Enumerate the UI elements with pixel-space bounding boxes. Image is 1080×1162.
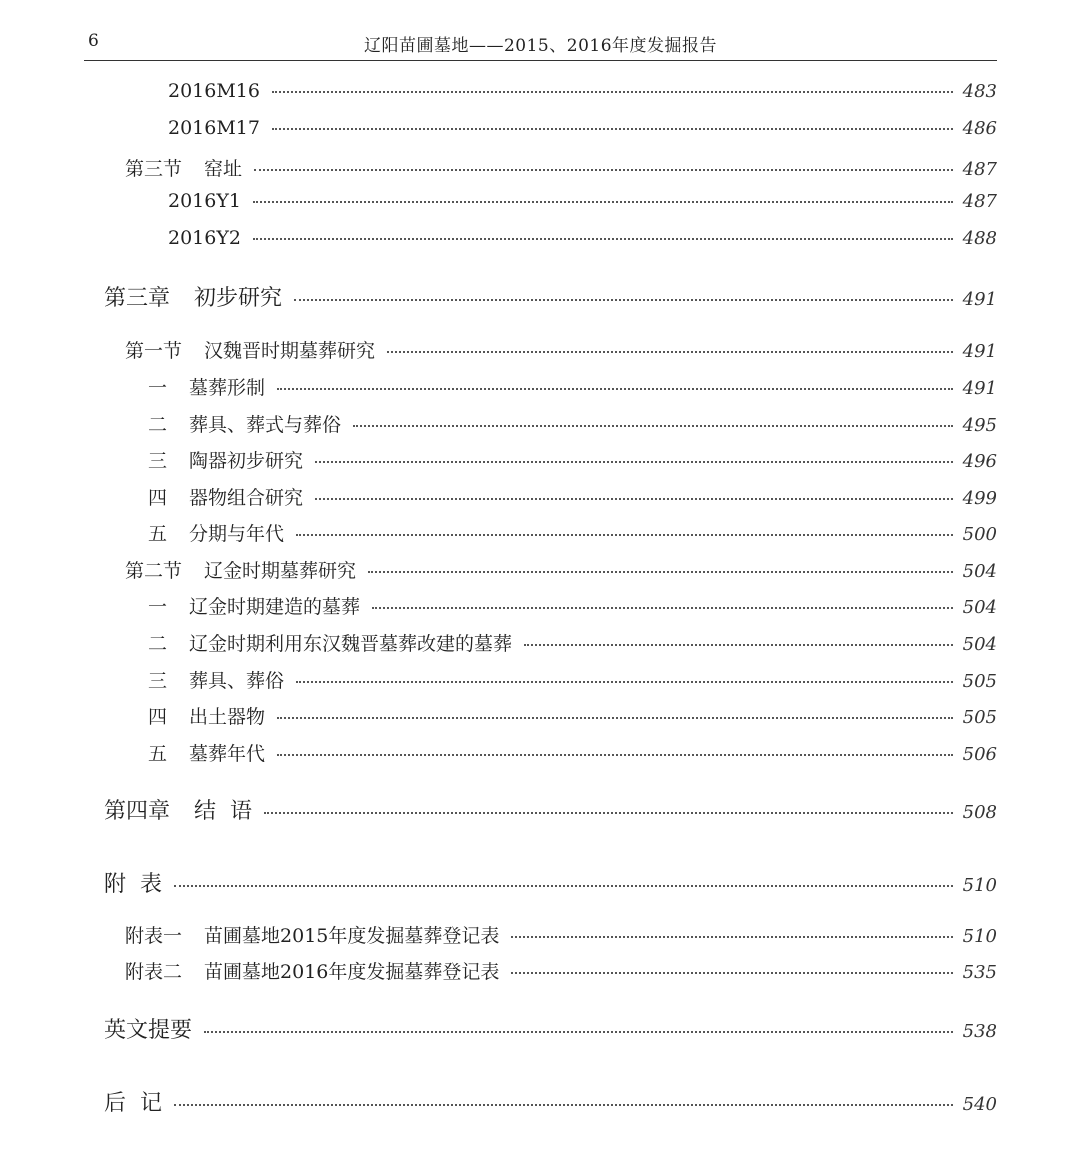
toc-entry-title: 葬具、葬式与葬俗 [189,414,342,436]
toc-page-number: 540 [962,1094,997,1115]
toc-page-number: 500 [962,524,997,545]
dot-leader [174,1104,953,1106]
dot-leader [264,812,953,814]
toc-page-number: 491 [962,378,997,399]
toc-entry-number: 附表二 [125,961,183,983]
toc-entry-title: 结 语 [194,799,253,824]
toc-page-number: 487 [962,159,997,180]
dot-leader [511,936,952,938]
dot-leader [204,1031,953,1033]
toc-entry-title: 窑址 [204,158,243,180]
toc-entry-number: 第四章 [104,799,171,824]
toc-page-number: 506 [962,744,997,765]
toc-page-number: 496 [962,451,997,472]
toc-page-number: 504 [962,634,997,655]
toc-entry-appendix-2[interactable] [0,957,997,984]
toc-entry-number: 一 [148,377,168,399]
toc-entry-section-1[interactable] [0,336,997,363]
toc-page-number: 487 [962,191,997,212]
toc-entry-label: 附 表 [104,872,162,897]
dot-leader [353,425,953,427]
toc-page-number: 486 [962,118,997,139]
toc-entry-item[interactable] [0,739,997,766]
toc-entry-appendix-1[interactable] [0,921,997,948]
toc-entry-item[interactable] [0,446,997,473]
toc-page-number: 535 [962,962,997,983]
toc-page-number: 491 [962,289,997,310]
toc-entry-title: 辽金时期利用东汉魏晋墓葬改建的墓葬 [189,633,513,655]
toc-entry-chapter-3[interactable] [0,281,997,312]
toc-entry-item[interactable] [0,483,997,510]
toc-entry-chapter-4[interactable] [0,794,997,825]
toc-entry-title: 墓葬年代 [189,743,266,765]
toc-entry-label: 2016Y1 [168,190,241,212]
toc-page-number: 510 [962,875,997,896]
toc-entry-section-3[interactable] [0,154,997,181]
toc-entry-number: 第三节 [125,158,183,180]
dot-leader [272,128,953,130]
dot-leader [272,91,953,93]
toc-entry-title: 初步研究 [194,286,283,311]
toc-entry-item[interactable] [0,666,997,693]
toc-entry-title: 出土器物 [189,706,266,728]
toc-page-number: 499 [962,488,997,509]
toc-entry-item[interactable] [0,410,997,437]
toc-entry-number: 五 [148,523,168,545]
toc-entry-label: 后 记 [104,1091,162,1116]
toc-entry-2016m17[interactable] [0,117,997,139]
running-title: 辽阳苗圃墓地——2015、2016年度发掘报告 [363,36,718,56]
dot-leader [277,754,953,756]
toc-page-number: 510 [962,926,997,947]
toc-entry-number: 第一节 [125,340,183,362]
toc-page-number: 505 [962,707,997,728]
toc-entry-number: 第二节 [125,560,183,582]
toc-entry-number: 四 [148,487,168,509]
toc-entry-title: 汉魏晋时期墓葬研究 [204,340,376,362]
toc-entry-number: 三 [148,670,168,692]
toc-entry-title: 葬具、葬俗 [189,670,285,692]
toc-entry-postscript[interactable] [0,1086,997,1117]
toc-page-number: 504 [962,561,997,582]
toc-entry-section-2[interactable] [0,556,997,583]
toc-entry-number: 二 [148,633,168,655]
dot-leader [372,607,953,609]
toc-entry-title: 苗圃墓地2016年度发掘墓葬登记表 [204,961,500,983]
toc-entry-english-abstract[interactable] [0,1013,997,1044]
toc-entry-2016y2[interactable] [0,227,997,249]
dot-leader [277,388,953,390]
toc-page-number: 504 [962,597,997,618]
toc-entry-title: 分期与年代 [189,523,285,545]
toc-entry-item[interactable] [0,592,997,619]
dot-leader [511,972,952,974]
dot-leader [174,885,953,887]
toc-entry-title: 辽金时期建造的墓葬 [189,596,361,618]
dot-leader [315,498,953,500]
toc-page-number: 483 [962,81,997,102]
toc-entry-title: 苗圃墓地2015年度发掘墓葬登记表 [204,925,500,947]
dot-leader [254,169,953,171]
toc-entry-title: 器物组合研究 [189,487,304,509]
dot-leader [253,238,953,240]
toc-entry-2016y1[interactable] [0,190,997,212]
toc-entry-label: 2016M17 [168,117,260,139]
toc-entry-number: 二 [148,414,168,436]
toc-entry-item[interactable] [0,702,997,729]
dot-leader [253,201,953,203]
toc-entry-title: 陶器初步研究 [189,450,304,472]
toc-entry-item[interactable] [0,519,997,546]
dot-leader [524,644,953,646]
toc-entry-number: 附表一 [125,925,183,947]
dot-leader [368,571,953,573]
dot-leader [277,717,953,719]
toc-entry-2016m16[interactable] [0,80,997,102]
toc-page-number: 508 [962,802,997,823]
toc-entry-number: 三 [148,450,168,472]
toc-entry-number: 五 [148,743,168,765]
toc-entry-label: 2016Y2 [168,227,241,249]
toc-page-number: 538 [962,1021,997,1042]
dot-leader [315,461,953,463]
toc-page-number: 488 [962,228,997,249]
toc-entry-number: 一 [148,596,168,618]
page-number: 6 [88,31,99,51]
toc-entry-title: 墓葬形制 [189,377,266,399]
toc-entry-label: 英文提要 [104,1018,193,1043]
toc-entry-title: 辽金时期墓葬研究 [204,560,357,582]
toc-page-number: 491 [962,341,997,362]
page-header [84,0,997,61]
toc-entry-number: 第三章 [104,286,171,311]
dot-leader [294,299,953,301]
dot-leader [296,681,953,683]
toc-page-number: 495 [962,415,997,436]
dot-leader [296,534,953,536]
toc-entry-label: 2016M16 [168,80,260,102]
toc-entry-item[interactable] [0,629,997,656]
toc-entry-appendix[interactable] [0,867,997,898]
toc-entry-number: 四 [148,706,168,728]
toc-page-number: 505 [962,671,997,692]
toc-entry-item[interactable] [0,373,997,400]
dot-leader [387,351,953,353]
